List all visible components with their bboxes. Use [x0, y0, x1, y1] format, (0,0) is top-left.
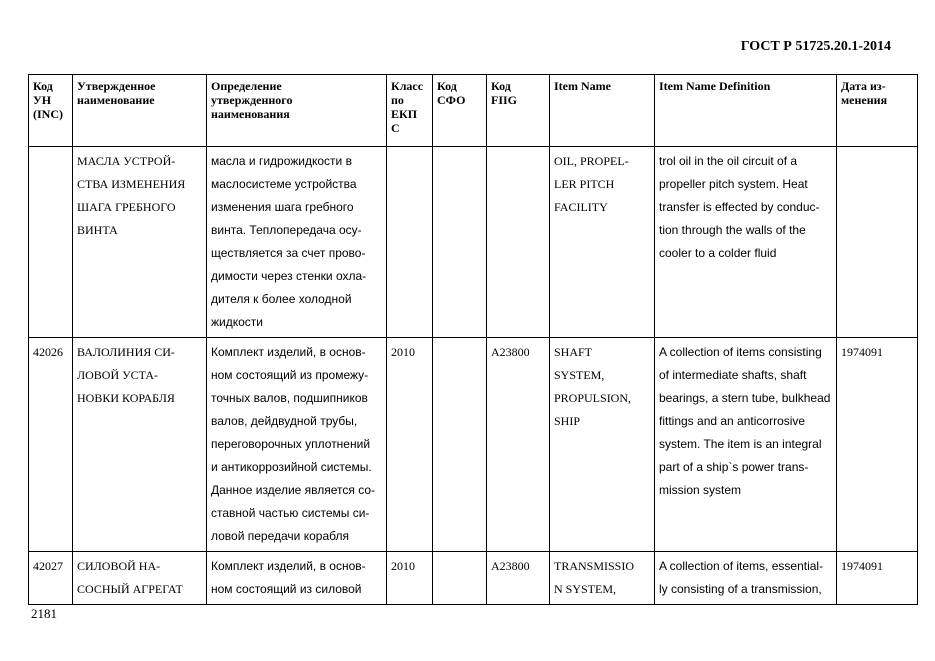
cell-definition: Комплект изделий, в основ- ном состоящий из промежу- точных валов, подшипников валов, дейдвудной трубы, переговорочных уплотнений и антикоррозийной системы. Данное изделие является со- ставной частью системы си- ловой передачи корабля — [207, 338, 387, 552]
cell-definition: масла и гидрожидкости в маслосистеме устройства изменения шага гребного винта. Теплопередача осу- ществляется за счет прово- димости через стенки охла- дителя к более холодной жидкости — [207, 147, 387, 338]
col-header-item-definition: Item Name Definition — [655, 75, 837, 147]
cell-sfo — [433, 338, 487, 552]
cell-definition: Комплект изделий, в основ- ном состоящий из силовой — [207, 552, 387, 605]
cell-class: 2010 — [387, 552, 433, 605]
page-number: 2181 — [31, 606, 57, 621]
cell-date — [837, 147, 918, 338]
cell-name: СИЛОВОЙ НА- СОСНЫЙ АГРЕГАТ — [73, 552, 207, 605]
cell-class — [387, 147, 433, 338]
cell-item-definition: A collection of items consisting of intermediate shafts, shaft bearings, a stern tube, bulkhead fittings and an anticorrosive system. The item is an integral part of a ship`s power trans- mission system — [655, 338, 837, 552]
col-header-approved-name: Утвержденное наименование — [73, 75, 207, 147]
cell-item-definition: A collection of items, essential- ly consisting of a transmission, — [655, 552, 837, 605]
table-header-row — [29, 75, 918, 147]
cell-date: 1974091 — [837, 338, 918, 552]
col-header-date: Дата из- менения — [837, 75, 918, 147]
cell-fiig: A23800 — [487, 338, 550, 552]
cell-code: 42027 — [29, 552, 73, 605]
cell-item-definition: trol oil in the oil circuit of a propeller pitch system. Heat transfer is effected by conduc- tion through the walls of the cooler to a colder fluid — [655, 147, 837, 338]
col-header-class: Класс по ЕКП С — [387, 75, 433, 147]
cell-item-name: OIL, PROPEL- LER PITCH FACILITY — [550, 147, 655, 338]
table-row — [29, 552, 918, 605]
cell-date: 1974091 — [837, 552, 918, 605]
cell-code: 42026 — [29, 338, 73, 552]
cell-name: МАСЛА УСТРОЙ- СТВА ИЗМЕНЕНИЯ ШАГА ГРЕБНОГО ВИНТА — [73, 147, 207, 338]
col-header-item-name: Item Name — [550, 75, 655, 147]
catalog-table — [28, 74, 918, 605]
cell-name: ВАЛОЛИНИЯ СИ- ЛОВОЙ УСТА- НОВКИ КОРАБЛЯ — [73, 338, 207, 552]
cell-code — [29, 147, 73, 338]
document-code: ГОСТ Р 51725.20.1-2014 — [740, 39, 891, 54]
cell-fiig — [487, 147, 550, 338]
table-row — [29, 147, 918, 338]
col-header-sfo: Код СФО — [433, 75, 487, 147]
col-header-definition: Определение утвержденного наименования — [207, 75, 387, 147]
cell-fiig: A23800 — [487, 552, 550, 605]
table-row — [29, 338, 918, 552]
cell-item-name: SHAFT SYSTEM, PROPULSION, SHIP — [550, 338, 655, 552]
cell-sfo — [433, 552, 487, 605]
col-header-fiig: Код FIIG — [487, 75, 550, 147]
cell-sfo — [433, 147, 487, 338]
col-header-code: Код УН (INC) — [29, 75, 73, 147]
cell-class: 2010 — [387, 338, 433, 552]
cell-item-name: TRANSMISSIO N SYSTEM, — [550, 552, 655, 605]
